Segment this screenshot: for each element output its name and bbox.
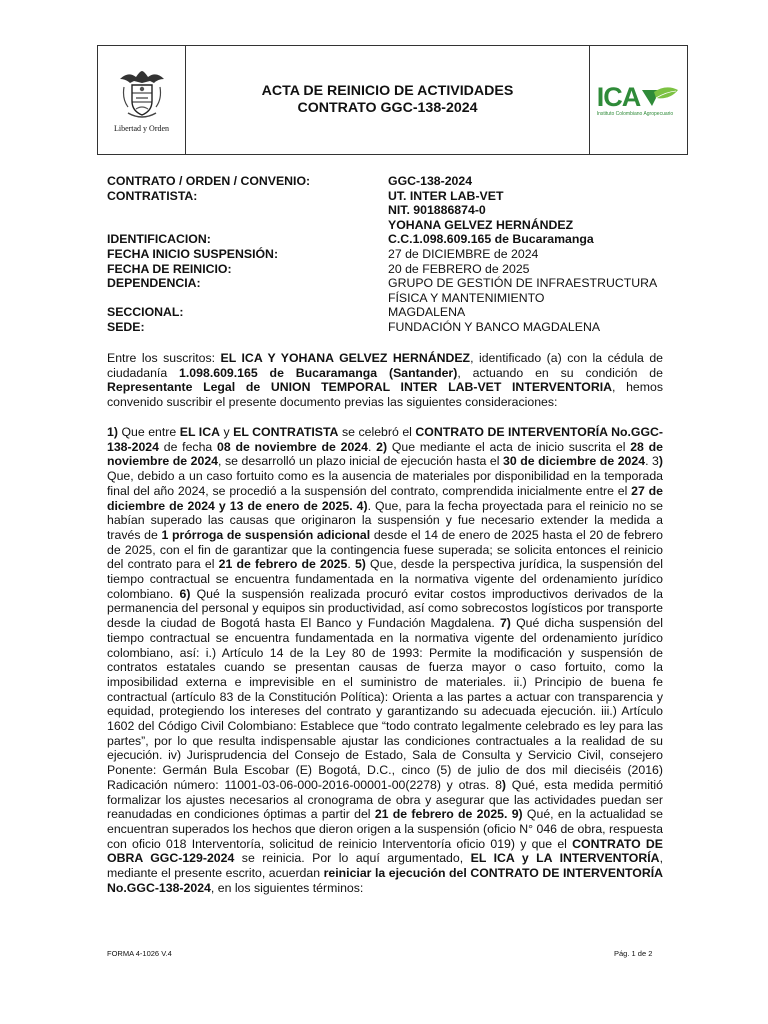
footer-page-number: Pág. 1 de 2 [614,949,653,958]
info-row-dependencia-2: FÍSICA Y MANTENIMIENTO [388,290,545,305]
title-line-1: ACTA DE REINICIO DE ACTIVIDADES [261,83,514,99]
crest-caption: Libertad y Orden [113,124,170,133]
info-row-sede: SEDE: FUNDACIÓN Y BANCO MAGDALENA [107,319,601,334]
ica-logo [596,81,681,117]
info-row-contratista: CONTRATISTA: UT. INTER LAB-VET [107,188,504,203]
contract-info-block [107,174,673,335]
ica-logo-subtitle: Instituto Colombiano Agropecuario [596,110,674,117]
info-row-identificacion: IDENTIFICACION: C.C.1.098.609.165 de Bucaramanga [107,232,594,247]
document-header [97,45,688,155]
info-row-seccional: SECCIONAL: MAGDALENA [107,305,466,320]
crest-cell [98,46,186,154]
document-title [186,46,590,154]
ica-logo-cell [590,46,687,154]
info-row-representante: YOHANA GELVEZ HERNÁNDEZ [388,217,574,232]
title-line-2: CONTRATO GGC-138-2024 [297,100,478,116]
info-row-contrato: CONTRATO / ORDEN / CONVENIO: GGC-138-2024 [107,174,473,188]
ica-leaf-icon [640,86,680,108]
info-row-nit: NIT. 901886874-0 [388,203,486,218]
considerations-paragraph: 1) Que entre EL ICA y EL CONTRATISTA se celebró el CONTRATO DE INTERVENTORÍA No.GGC-138-2024 de fecha 08 de noviembre de 2024. 2) Que mediante el acta de inicio suscrita el 28 de noviembre de 2024, se desarrolló un plazo inicial de ejecución hasta el 30 de diciembre de 2024. 3) Que, debido a un caso fortuito como es la ausencia de materiales por disponibilidad en la temporada final del año 2024, se procedió a la suspensión del contrato, comprendida inicialmente entre el 27 de diciembre de 2024 y 13 de enero de 2025. 4). Que, para la fecha proyectada para el reinicio no se habían superado las causas que originaron la suspensión y fue necesario extender la medida a través de 1 prórroga de suspensión adicional desde el 14 de enero de 2025 hasta el 20 de febrero de 2025, con el fin de garantizar que la contingencia fuese superada; se solicita entonces el reinicio del contrato para el 21 de febrero de 2025. 5) Que, desde la perspectiva jurídica, la suspensión del tiempo contractual se encuentra fundamentada en la normativa vigente del ordenamiento jurídico colombiano. 6) Qué la suspensión realizada procuró evitar costos improductivos derivados de la permanencia del personal y equipos sin productividad, así como sobrecostos logísticos por transporte desde la ciudad de Bogotá hasta El Banco y Fundación Magdalena. 7) Qué dicha suspensión del tiempo contractual se encuentra fundamentada en la normativa vigente del ordenamiento jurídico colombiano, así: i.) Artículo 14 de la Ley 80 de 1993: Permite la modificación y suspensión de contratos estatales cuando se presentan causas de fuerza mayor o caso fortuito, como la imposibilidad externa e imprevisible en el suministro de materiales. ii.) Principio de buena fe contractual (artículo 83 de la Constitución Política): Orienta a las partes a actuar con transparencia y equidad, protegiendo los intereses del contrato y garantizando su adecuada ejecución. iii.) Artículo 1602 del Código Civil Colombiano: Establece que “todo contrato legalmente celebrado es ley para las partes”, por lo que resulta indispensable ajustar las condiciones contractuales a la realidad de su ejecución. iv) Jurisprudencia del Consejo de Estado, Sala de Consulta y Servicio Civil, consejero Ponente: Germán Bula Escobar (E) Bogotá, D.C., cinco (5) de julio de dos mil dieciséis (2016) Radicación número: 11001-03-06-000-2016-00001-00(2278) y otras. 8) Qué, esta medida permitió formalizar los ajustes necesarios al cronograma de obra y asegurar que las actividades puedan ser reanudadas en condiciones óptimas a partir del 21 de febrero de 2025. 9) Qué, en la actualidad se encuentran superados los hechos que dieron origen a la suspensión (oficio N° 046 de obra, respuesta con oficio 018 Interventoría, solicitud de reinicio Interventoría oficio 019) y que el CONTRATO DE OBRA GGC-129-2024 se reinicia. Por lo aquí argumentado, EL ICA y LA INTERVENTORÍA, mediante el presente escrito, acuerdan reiniciar la ejecución del CONTRATO DE INTERVENTORÍA No.GGC-138-2024, en los siguientes términos: [107,425,664,895]
coat-of-arms-icon [114,67,170,123]
intro-paragraph: Entre los suscritos: EL ICA Y YOHANA GELVEZ HERNÁNDEZ, identificado (a) con la cédula de ciudadanía 1.098.609.165 de Bucaramanga (Santander), actuando en su condición de Representante Legal de UNION TEMPORAL INTER LAB-VET INTERVENTORIA, hemos convenido suscribir el presente documento previas las siguientes consideraciones: [107,351,663,410]
footer-form-code: FORMA 4-1026 V.4 [107,949,172,958]
info-row-suspension: FECHA INICIO SUSPENSIÓN: 27 de DICIEMBRE de 2024 [107,246,539,261]
info-row-reinicio: FECHA DE REINICIO: 20 de FEBRERO de 2025 [107,261,530,276]
info-row-dependencia: DEPENDENCIA: GRUPO DE GESTIÓN DE INFRAESTRUCTURA [107,276,658,291]
ica-logo-text: ICA [596,81,641,112]
